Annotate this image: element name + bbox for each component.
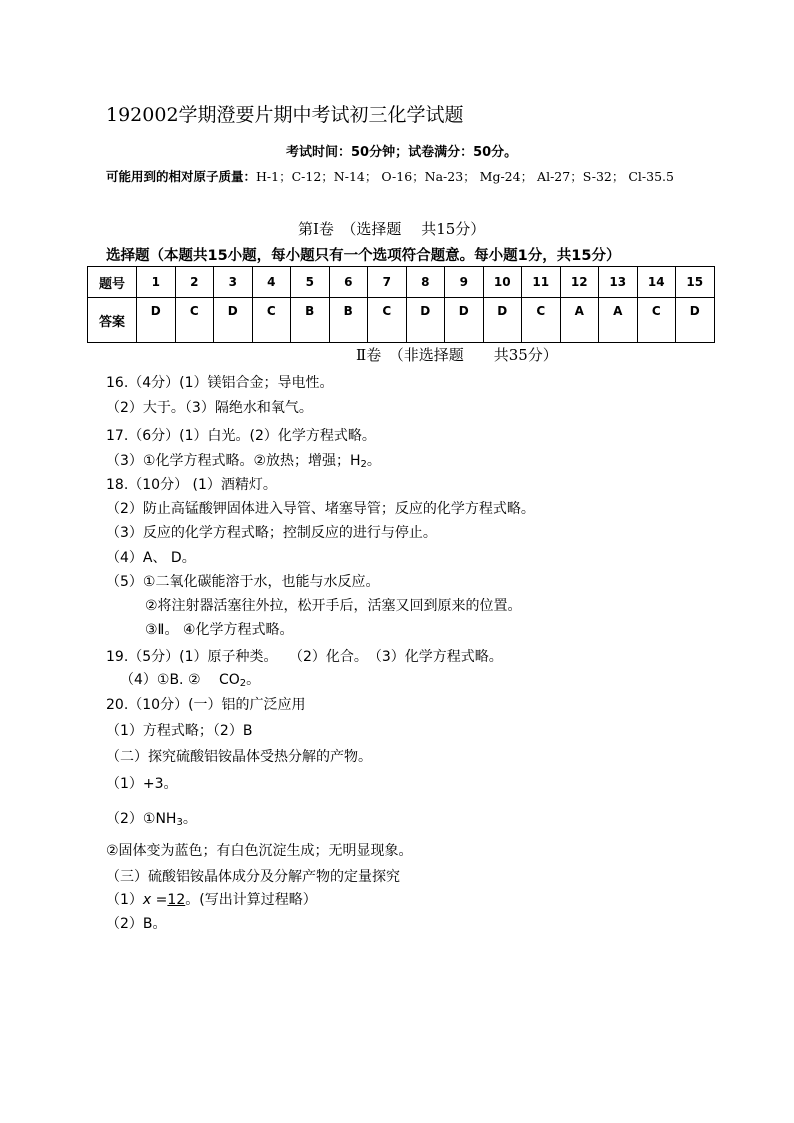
answer-line-20-4: （1）+3。: [106, 776, 178, 792]
answer-line-18-4: （4）A、 D。: [106, 550, 196, 566]
answer-cell: C: [175, 298, 214, 343]
section1-header: 第Ⅰ卷 （选择题 共15分）: [298, 220, 486, 238]
exam-time-note: 考试时间：50分钟；试卷满分：50分。: [286, 145, 518, 160]
answer-line-20-1: 20.（10分）(一）铝的广泛应用: [106, 697, 306, 713]
answer-line-19-2-text: （4）①B. ② CO: [120, 672, 240, 688]
answer-line-17-1: 17.（6分）(1）白光。(2）化学方程式略。: [106, 428, 376, 444]
question-number: 3: [214, 267, 253, 298]
answer-line-20-9: （2）B。: [106, 916, 167, 932]
answer-line-20-2: （1）方程式略；（2）B: [106, 723, 253, 739]
variable-x: x: [142, 892, 152, 908]
answer-line-18-2: （2）防止高锰酸钾固体进入导管、堵塞导管；反应的化学方程式略。: [106, 501, 535, 517]
question-number: 2: [175, 267, 214, 298]
answer-line-20-6: ②固体变为蓝色；有白色沉淀生成；无明显现象。: [106, 843, 413, 859]
question-number: 10: [483, 267, 522, 298]
row-label-answer: 答案: [88, 298, 137, 343]
answer-prefix: （1）: [106, 892, 143, 908]
subscript: 3: [176, 817, 183, 828]
answer-cell: A: [560, 298, 599, 343]
answer-line-18-5: （5）①二氧化碳能溶于水，也能与水反应。: [106, 574, 380, 590]
question-number-row: [88, 267, 715, 298]
answer-cell: C: [368, 298, 407, 343]
answer-line-19-2: [120, 669, 260, 689]
row-label-number: 题号: [88, 267, 137, 298]
answer-cell: C: [522, 298, 561, 343]
answer-line-18-6: ②将注射器活塞往外拉，松开手后，活塞又回到原来的位置。: [145, 598, 522, 614]
answer-table: [87, 266, 715, 343]
answer-cell: D: [445, 298, 484, 343]
answer-cell: B: [291, 298, 330, 343]
answer-line-20-7: （三）硫酸铝铵晶体成分及分解产物的定量探究: [106, 869, 400, 885]
answer-cell: D: [214, 298, 253, 343]
section2-header: Ⅱ卷 （非选择题 共35分）: [356, 346, 558, 364]
answer-cell: C: [252, 298, 291, 343]
question-number: 5: [291, 267, 330, 298]
question-number: 4: [252, 267, 291, 298]
answer-line-18-1: 18.（10分） (1）酒精灯。: [106, 477, 277, 493]
answer-line-17-2: [106, 450, 381, 470]
exam-title: 192002学期澄要片期中考试初三化学试题: [106, 104, 464, 126]
question-number: 15: [676, 267, 715, 298]
question-number: 11: [522, 267, 561, 298]
question-number: 8: [406, 267, 445, 298]
answer-cell: C: [637, 298, 676, 343]
question-number: 9: [445, 267, 484, 298]
answer-row: [88, 298, 715, 343]
punctuation: 。: [366, 453, 381, 469]
answer-cell: D: [676, 298, 715, 343]
equals-sign: =: [151, 892, 168, 908]
answer-suffix: 。(写出计算过程略）: [185, 892, 317, 908]
answer-line-20-3: （二）探究硫酸铝铵晶体受热分解的产物。: [106, 749, 372, 765]
atomic-mass-line: [106, 167, 674, 185]
answer-line-16-2: （2）大于。（3）隔绝水和氧气。: [106, 400, 313, 416]
answer-line-18-3: （3）反应的化学方程式略；控制反应的进行与停止。: [106, 525, 437, 541]
answer-line-16-1: 16.（4分）(1）镁铝合金；导电性。: [106, 375, 334, 391]
answer-cell: D: [137, 298, 176, 343]
answer-line-17-2-text: （3）①化学方程式略。②放热；增强；H: [106, 453, 361, 469]
subscript: 2: [239, 678, 247, 689]
answer-line-19-1: 19.（5分）(1）原子种类。 （2）化合。 （3）化学方程式略。: [106, 649, 503, 665]
question-number: 13: [599, 267, 638, 298]
punctuation: 。: [246, 672, 261, 688]
answer-cell: D: [406, 298, 445, 343]
subscript: 2: [360, 459, 367, 470]
question-number: 7: [368, 267, 407, 298]
answer-line-20-8: [106, 889, 317, 909]
answer-cell: A: [599, 298, 638, 343]
answer-cell: B: [329, 298, 368, 343]
underlined-value: 12: [167, 892, 186, 908]
question-number: 14: [637, 267, 676, 298]
punctuation: 。: [182, 811, 197, 827]
answer-line-20-5-text: （2）①NH: [106, 811, 177, 827]
question-number: 6: [329, 267, 368, 298]
answer-line-18-7: ③Ⅱ。 ④化学方程式略。: [145, 622, 294, 638]
question-number: 1: [137, 267, 176, 298]
question-number: 12: [560, 267, 599, 298]
atomic-mass-label: 可能用到的相对原子质量：: [106, 169, 257, 184]
atomic-mass-values: H-1；C-12；N-14； O-16；Na-23； Mg-24； Al-27；S-32； Cl-35.5: [256, 169, 674, 184]
choice-instructions: 选择题（本题共15小题，每小题只有一个选项符合题意。每小题1分，共15分）: [106, 248, 621, 264]
answer-line-20-5: [106, 808, 197, 828]
answer-cell: D: [483, 298, 522, 343]
